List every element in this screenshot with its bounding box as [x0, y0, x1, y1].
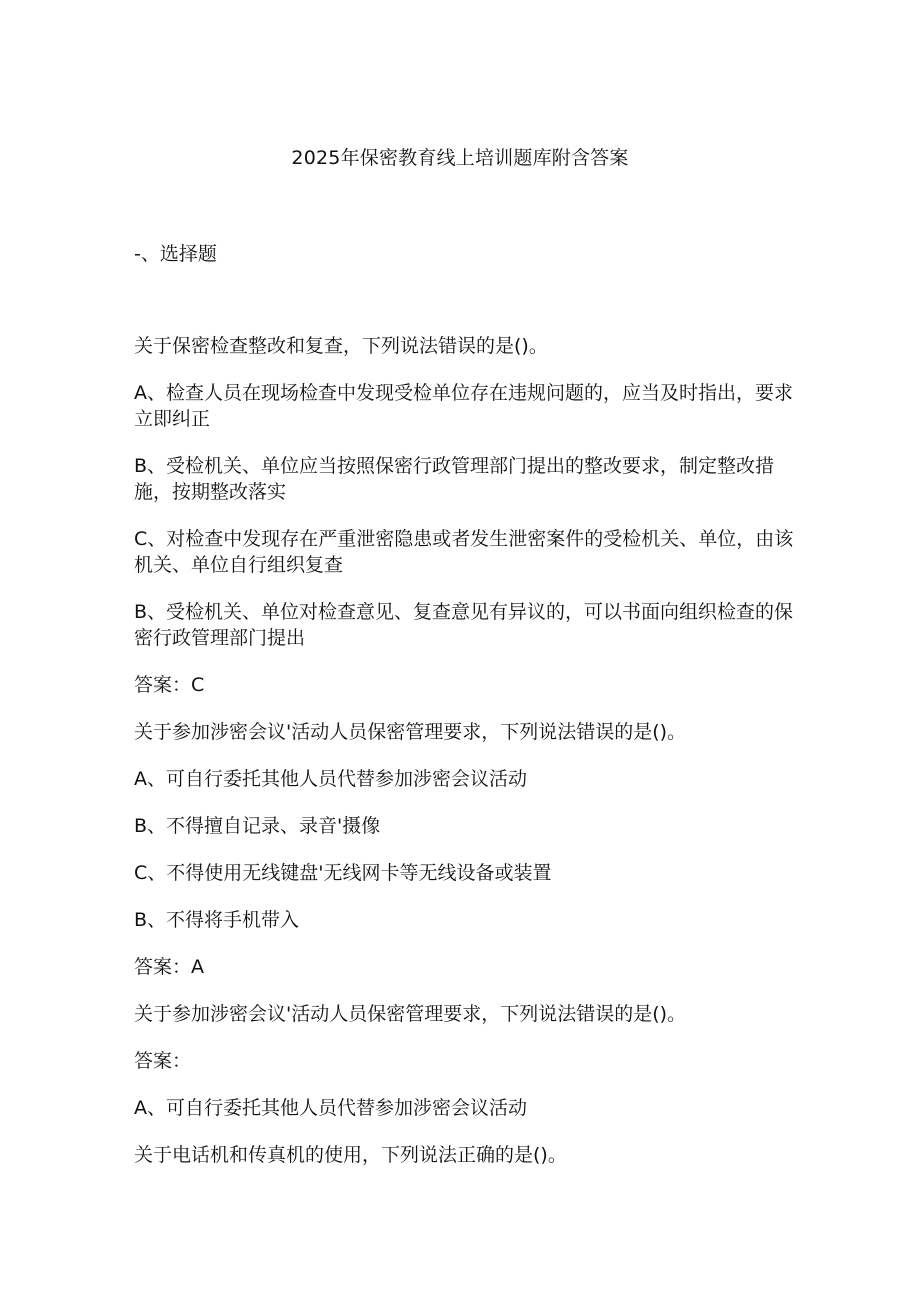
document-title: 2025年保密教育线上培训题库附含答案 [291, 147, 629, 169]
answer-text: 答案：C [134, 674, 205, 696]
question-text: 关于参加涉密会议'活动人员保密管理要求，下列说法错误的是()。 [134, 1003, 687, 1025]
option-text: C、对检查中发现存在严重泄密隐患或者发生泄密案件的受检机关、单位，由该机关、单位自行组织复查 [134, 528, 794, 576]
option-text: C、不得使用无线键盘'无线网卡等无线设备或装置 [134, 862, 552, 884]
option-text: B、不得将手机带入 [134, 909, 300, 931]
option-text: A、可自行委托其他人员代替参加涉密会议活动 [134, 1097, 527, 1119]
section-heading: -、选择题 [134, 243, 217, 265]
option-text: A、检查人员在现场检查中发现受检单位存在违规问题的，应当及时指出，要求立即纠正 [134, 382, 793, 430]
option-text: B、受检机关、单位对检查意见、复查意见有异议的，可以书面向组织检查的保密行政管理部门提出 [134, 601, 794, 649]
option-text: B、受检机关、单位应当按照保密行政管理部门提出的整改要求，制定整改措施，按期整改落实 [134, 455, 775, 503]
option-text: A、可自行委托其他人员代替参加涉密会议活动 [134, 768, 527, 790]
question-text: 关于参加涉密会议'活动人员保密管理要求，下列说法错误的是()。 [134, 721, 687, 743]
question-text: 关于保密检查整改和复查，下列说法错误的是()。 [134, 335, 548, 357]
document-body [134, 333, 794, 1189]
answer-text: 答案： [134, 1050, 192, 1072]
question-text: 关于电话机和传真机的使用，下列说法正确的是()。 [134, 1144, 567, 1166]
option-text: B、不得擅自记录、录音'摄像 [134, 815, 381, 837]
answer-text: 答案：A [134, 956, 204, 978]
